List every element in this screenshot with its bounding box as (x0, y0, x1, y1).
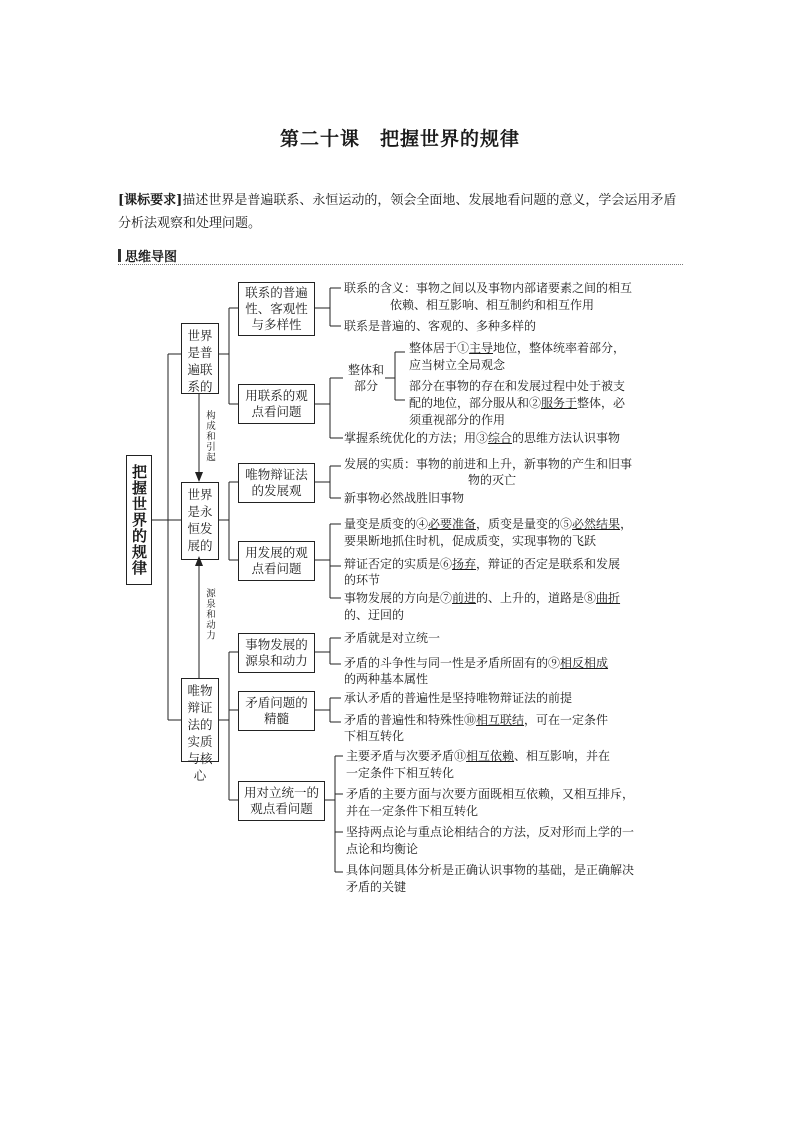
requirement-text: 描述世界是普遍联系、永恒运动的，领会全面地、发展地看问题的意义，学会运用矛盾分析法观察和处理问题。 (118, 193, 677, 231)
s2-leaf-direction-1: 事物发展的方向是⑦前进的、上升的，道路是⑧曲折 (344, 591, 621, 605)
s3-leaf-main-1: 主要矛盾与次要矛盾⑪相互依赖、相互影响，并在 (346, 749, 611, 763)
answer-2: 服务于 (541, 396, 578, 410)
s2-leaf-new-things: 新事物必然战胜旧事物 (344, 491, 465, 505)
page-title: 第二十课 把握世界的规律 (279, 128, 520, 150)
s3-leaf-unity: 矛盾就是对立统一 (344, 631, 441, 645)
section3-title: 唯物辩证法的实质与核心 (181, 678, 219, 762)
s1-sub-leaf1-line2: 应当树立全局观念 (409, 358, 506, 372)
answer-8: 曲折 (596, 591, 621, 605)
s3-leaf-struggle-2: 的两种基本属性 (344, 672, 429, 686)
s3-leaf-aspects-1: 矛盾的主要方面与次要方面既相互依赖，又相互排斥， (346, 787, 635, 801)
s3-leaf-concrete-2: 矛盾的关键 (346, 880, 407, 894)
answer-9: 相反相成 (560, 656, 609, 670)
answer-3: 综合 (488, 431, 513, 445)
s2-box-development-view: 用发展的观点看问题 (238, 541, 315, 581)
s3-leaf-universality: 承认矛盾的普遍性是坚持唯物辩证法的前提 (344, 691, 573, 705)
s3-leaf-particularity-1: 矛盾的普遍性和特殊性⑩相互联结，可在一定条件 (344, 713, 609, 727)
s3-leaf-struggle-1: 矛盾的斗争性与同一性是矛盾所固有的⑨相反相成 (344, 656, 609, 670)
section2-title: 世界是永恒发展的 (181, 482, 219, 560)
s2-leaf-quantity-1: 量变是质变的④必要准备，质变是量变的⑤必然结果， (344, 517, 633, 531)
s3-leaf-aspects-2: 并在一定条件下相互转化 (346, 804, 479, 818)
s3-box-essence: 矛盾问题的精髓 (238, 691, 315, 731)
s1-sub-leaf2-line2: 配的地位，部分服从和②服务于整体，必 (409, 396, 626, 410)
s2-leaf-negation-2: 的环节 (344, 573, 381, 587)
requirement-label: [课标要求] (118, 193, 183, 208)
s1-box-universality: 联系的普遍性、客观性与多样性 (238, 282, 315, 336)
answer-4: 必要准备 (428, 517, 477, 531)
s2-leaf-direction-2: 的、迂回的 (344, 608, 405, 622)
answer-7: 前进 (452, 591, 477, 605)
s1-leaf-definition-2: 依赖、相互影响、相互制约和相互作用 (390, 298, 595, 312)
mindmap-header-label: 思维导图 (125, 250, 178, 265)
section1-title: 世界是普遍联系的 (181, 323, 219, 394)
arrow-label-bottom: 源泉和动力 (204, 588, 215, 641)
s3-leaf-two-points-1: 坚持两点论与重点论相结合的方法，反对形而上学的一 (346, 825, 635, 839)
s3-leaf-main-2: 一定条件下相互转化 (346, 766, 455, 780)
s1-box-view: 用联系的观点看问题 (238, 384, 315, 424)
s2-leaf-essence-1: 发展的实质：事物的前进和上升，新事物的产生和旧事 (344, 457, 633, 471)
s1-sub-leaf2-line3: 须重视部分的作用 (409, 413, 506, 427)
s2-leaf-quantity-2: 要果断地抓住时机，促成质变，实现事物的飞跃 (344, 534, 597, 548)
s1-sub-leaf1-line1: 整体居于①主导地位，整体统率着部分， (409, 341, 626, 355)
answer-1: 主导 (469, 341, 494, 355)
s3-leaf-two-points-2: 点论和均衡论 (346, 842, 419, 856)
s2-leaf-negation-1: 辩证否定的实质是⑥扬弃，辩证的否定是联系和发展 (344, 557, 621, 571)
s2-leaf-essence-2: 物的灭亡 (468, 473, 517, 487)
s3-box-view: 用对立统一的观点看问题 (238, 781, 325, 821)
s3-leaf-particularity-2: 下相互转化 (344, 729, 405, 743)
s3-leaf-concrete-1: 具体问题具体分析是正确认识事物的基础，是正确解决 (346, 863, 635, 877)
answer-6: 扬弃 (452, 557, 477, 571)
s1-sub-leaf2-line1: 部分在事物的存在和发展过程中处于被支 (409, 379, 626, 393)
s1-leaf-system: 掌握系统优化的方法；用③综合的思维方法认识事物 (344, 431, 621, 445)
s1-sub-whole-part: 整体和部分 (347, 363, 384, 393)
answer-10: 相互联结 (476, 713, 525, 727)
arrow-label-top: 构成和引起 (204, 410, 215, 463)
s1-leaf-definition-1: 联系的含义：事物之间以及事物内部诸要素之间的相互 (344, 281, 633, 295)
s2-box-dialectic-development: 唯物辩证法的发展观 (238, 463, 315, 503)
answer-5: 必然结果 (572, 517, 621, 531)
answer-11: 相互依赖 (466, 749, 515, 763)
mindmap-root: 把握世界的规律 (126, 455, 152, 585)
s3-box-source: 事物发展的源泉和动力 (238, 633, 315, 673)
s1-leaf-objective: 联系是普遍的、客观的、多种多样的 (344, 319, 537, 333)
